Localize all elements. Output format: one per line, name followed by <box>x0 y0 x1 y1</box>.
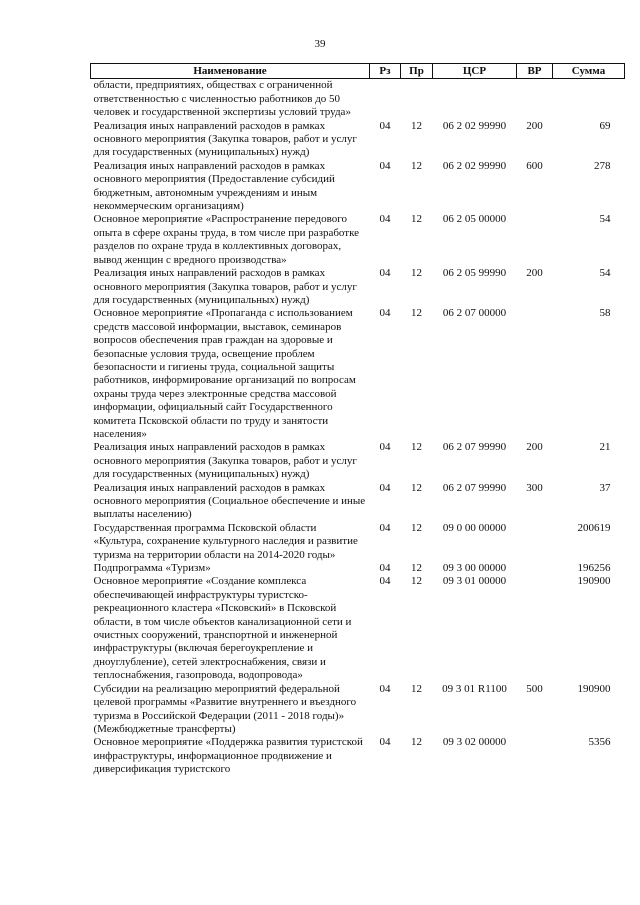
row-csr: 06 2 07 00000 <box>442 307 507 320</box>
row-sum: 54 <box>599 213 611 226</box>
row-name: Подпрограмма «Туризм» <box>93 562 211 575</box>
header-sum: Сумма <box>553 64 625 79</box>
page-number: 39 <box>314 38 326 50</box>
row-pr: 12 <box>411 119 422 132</box>
row-rz: 04 <box>379 682 391 695</box>
table-body <box>91 79 625 777</box>
row-name: Основное мероприятие «Пропаганда с использованием средств массовой информации, выставок, семинаров вопросов обеспечения прав граждан на здоровые и безопасные условия труда, освещение проблем безопасности и гигиены труда, социальной защиты работников, информирование организаций по вопросам охраны труда через электронные средства массовой информации, официальный сайт Государственного комитета Псковской области по труду и занятости населения» <box>93 307 356 440</box>
row-csr: 06 2 07 99990 <box>442 441 507 454</box>
row-name: Реализация иных направлений расходов в рамках основного мероприятия (Социальное обеспечение и иные выплаты населению) <box>93 481 366 521</box>
row-sum: 190900 <box>577 682 611 695</box>
row-vr: 200 <box>526 119 543 132</box>
table-row <box>91 683 625 737</box>
table-header-row <box>91 64 625 79</box>
row-name: области, предприятиях, обществах с ограниченной ответственностью с численностью работников до 50 человек и государственной экспертизы условий труда» <box>93 79 351 119</box>
row-rz: 04 <box>379 575 391 588</box>
table-row <box>91 736 625 776</box>
row-pr <box>401 79 433 120</box>
row-csr: 06 2 05 99990 <box>442 267 507 280</box>
row-sum: 5356 <box>588 736 611 749</box>
header-vr: ВР <box>517 64 553 79</box>
row-csr: 09 3 00 00000 <box>442 562 507 575</box>
table-row <box>91 575 625 682</box>
row-vr <box>517 213 553 267</box>
row-pr: 12 <box>411 481 422 494</box>
row-pr: 12 <box>411 213 422 226</box>
row-vr <box>517 575 553 682</box>
row-csr: 06 2 07 99990 <box>442 481 507 494</box>
row-pr: 12 <box>411 562 422 575</box>
table-row <box>91 522 625 562</box>
row-rz: 04 <box>379 481 391 494</box>
row-pr: 12 <box>411 307 422 320</box>
header-pr: Пр <box>401 64 433 79</box>
row-name: Основное мероприятие «Распространение передового опыта в сфере охраны труда, в том числе при разработке разделов по охране труда в коллективных договорах, вывод женщин с вредного производства» <box>93 213 360 266</box>
table-row <box>91 79 625 120</box>
header-csr: ЦСР <box>433 64 517 79</box>
row-rz: 04 <box>379 736 391 749</box>
row-csr <box>433 79 517 120</box>
row-rz: 04 <box>379 159 391 172</box>
row-pr: 12 <box>411 267 422 280</box>
table-row <box>91 267 625 307</box>
budget-table <box>90 63 625 777</box>
row-name: Государственная программа Псковской области «Культура, сохранение культурного наследия и развитие туризма на территории области на 2014-2020 годы» <box>93 521 358 561</box>
table-row <box>91 160 625 214</box>
row-pr: 12 <box>411 521 422 534</box>
row-name: Субсидии на реализацию мероприятий федеральной целевой программы «Развитие внутреннего и въездного туризма в Российской Федерации (2011 - 2018 годы)» (Межбюджетные трансферты) <box>93 682 357 735</box>
row-rz: 04 <box>379 307 391 320</box>
header-rz: Рз <box>370 64 401 79</box>
row-rz: 04 <box>379 119 391 132</box>
row-name: Реализация иных направлений расходов в рамках основного мероприятия (Закупка товаров, работ и услуг для государственных (муниципальных) нужд) <box>93 267 357 306</box>
row-vr <box>517 79 553 120</box>
row-csr: 09 3 01 R1100 <box>442 682 507 695</box>
row-pr: 12 <box>411 736 422 749</box>
row-rz: 04 <box>379 267 391 280</box>
row-vr: 200 <box>526 441 543 454</box>
header-name: Наименование <box>91 64 370 79</box>
row-sum: 200619 <box>577 521 611 534</box>
row-rz <box>370 79 401 120</box>
row-rz: 04 <box>379 521 391 534</box>
row-pr: 12 <box>411 575 422 588</box>
row-vr <box>517 307 553 441</box>
row-csr: 09 0 00 00000 <box>442 521 507 534</box>
table-row <box>91 120 625 160</box>
row-sum: 54 <box>599 267 611 280</box>
row-vr: 200 <box>526 267 543 280</box>
row-pr: 12 <box>411 441 422 454</box>
row-csr: 06 2 02 99990 <box>442 159 507 172</box>
row-sum: 21 <box>599 441 611 454</box>
table-row <box>91 213 625 267</box>
table-row <box>91 482 625 522</box>
row-name: Реализация иных направлений расходов в рамках основного мероприятия (Закупка товаров, работ и услуг для государственных (муниципальных) нужд) <box>93 441 357 481</box>
row-sum: 196256 <box>577 562 611 575</box>
row-vr <box>517 522 553 562</box>
table-row <box>91 441 625 481</box>
row-csr: 09 3 02 00000 <box>442 736 507 749</box>
row-vr: 600 <box>526 159 543 172</box>
row-sum <box>553 79 625 120</box>
row-rz: 04 <box>379 441 391 454</box>
row-name: Реализация иных направлений расходов в рамках основного мероприятия (Закупка товаров, работ и услуг для государственных (муниципальных) нужд) <box>93 119 357 159</box>
row-rz: 04 <box>379 562 391 575</box>
row-pr: 12 <box>411 682 422 695</box>
row-name: Реализация иных направлений расходов в рамках основного мероприятия (Предоставление субсидий бюджетным, автономным учреждениям и иным некоммерческим организациям) <box>93 159 335 213</box>
row-csr: 09 3 01 00000 <box>442 575 507 588</box>
row-sum: 37 <box>599 481 611 494</box>
row-csr: 06 2 02 99990 <box>442 119 507 132</box>
table-row <box>91 562 625 575</box>
row-pr: 12 <box>411 159 422 172</box>
row-rz: 04 <box>379 213 391 226</box>
row-vr: 500 <box>526 682 543 695</box>
row-sum: 69 <box>599 119 611 132</box>
row-sum: 58 <box>599 307 611 320</box>
row-vr: 300 <box>526 481 543 494</box>
row-name: Основное мероприятие «Поддержка развития туристской инфраструктуры, информационное продвижение и диверсификация туристского <box>93 736 363 776</box>
row-vr <box>517 736 553 776</box>
row-sum: 190900 <box>577 575 611 588</box>
row-csr: 06 2 05 00000 <box>442 213 507 226</box>
row-name: Основное мероприятие «Создание комплекса обеспечивающей инфраструктуры туристско-рекреационного кластера «Псковский» в Псковской области, в том числе объектов канализационной сети и очистных сооружений, транспортной и инженерной инфраструктуры (включая берегоукрепление и дноуглубление), сетей электроснабжения, связи и теплоснабжения, газопровода, водопровода» <box>93 575 352 682</box>
table-row <box>91 307 625 441</box>
row-sum: 278 <box>594 159 611 172</box>
row-vr <box>517 562 553 575</box>
